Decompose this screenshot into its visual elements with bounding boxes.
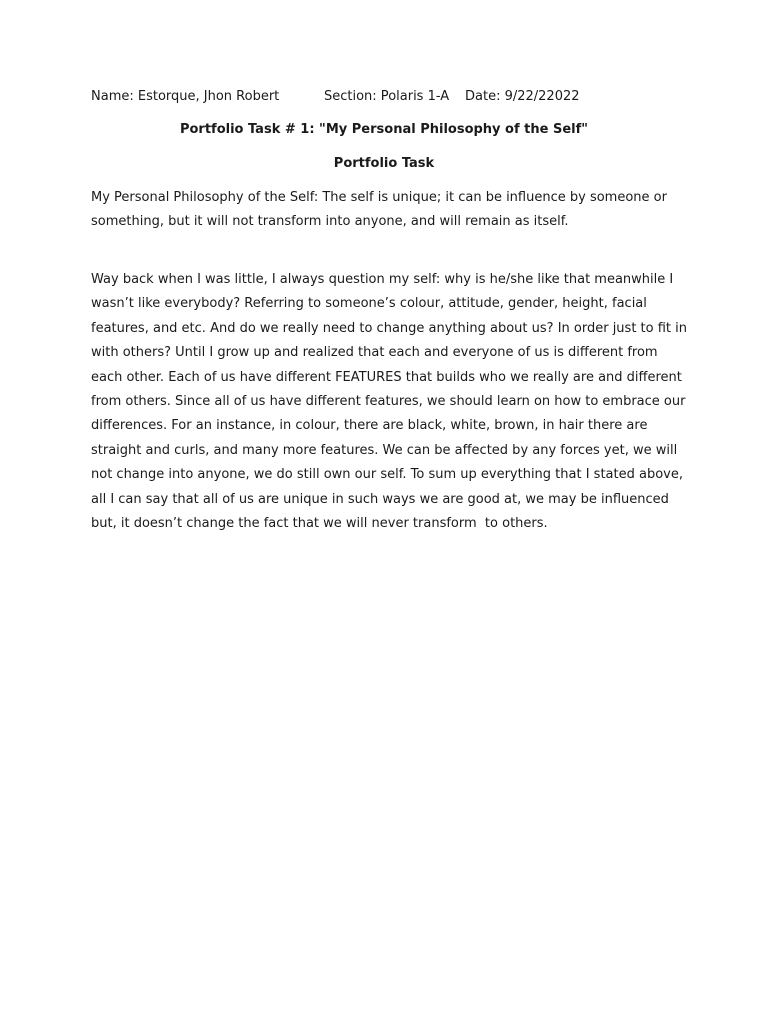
philosophy-paragraph — [91, 186, 691, 235]
document-subtitle: Portfolio Task — [333, 156, 435, 171]
paragraph-line: with others? Until I grow up and realized that each and everyone of us is different from — [91, 345, 658, 361]
student-section: Section: Polaris 1-A — [324, 89, 450, 104]
paragraph-line: not change into anyone, we do still own our self. To sum up everything that I stated above, — [91, 467, 683, 483]
student-name: Name: Estorque, Jhon Robert — [91, 89, 280, 104]
paragraph-line: Way back when I was little, I always question my self: why is he/she like that meanwhile I — [91, 272, 674, 287]
essay-paragraph — [91, 268, 691, 536]
document-date: Date: 9/22/22022 — [465, 89, 580, 104]
paragraph-line: My Personal Philosophy of the Self: The self is unique; it can be influence by someone or — [91, 190, 667, 205]
paragraph-line: each other. Each of us have different FEATURES that builds who we really are and different — [91, 369, 682, 385]
paragraph-line: straight and curls, and many more features. We can be affected by any forces yet, we will — [91, 442, 678, 458]
paragraph-line: wasn’t like everybody? Referring to someone’s colour, attitude, gender, height, facial — [91, 296, 647, 312]
paragraph-line: all I can say that all of us are unique in such ways we are good at, we may be influenced — [91, 491, 669, 507]
paragraph-line: something, but it will not transform into anyone, and will remain as itself. — [91, 214, 569, 230]
paragraph-line: but, it doesn’t change the fact that we will never transform to others. — [91, 516, 548, 532]
paragraph-line: from others. Since all of us have different features, we should learn on how to embrace our — [91, 394, 686, 410]
paragraph-line: differences. For an instance, in colour, there are black, white, brown, in hair there are — [91, 418, 648, 434]
paragraph-line: features, and etc. And do we really need to change anything about us? In order just to fit in — [91, 320, 688, 336]
document-title: Portfolio Task # 1: "My Personal Philosophy of the Self" — [179, 122, 589, 137]
